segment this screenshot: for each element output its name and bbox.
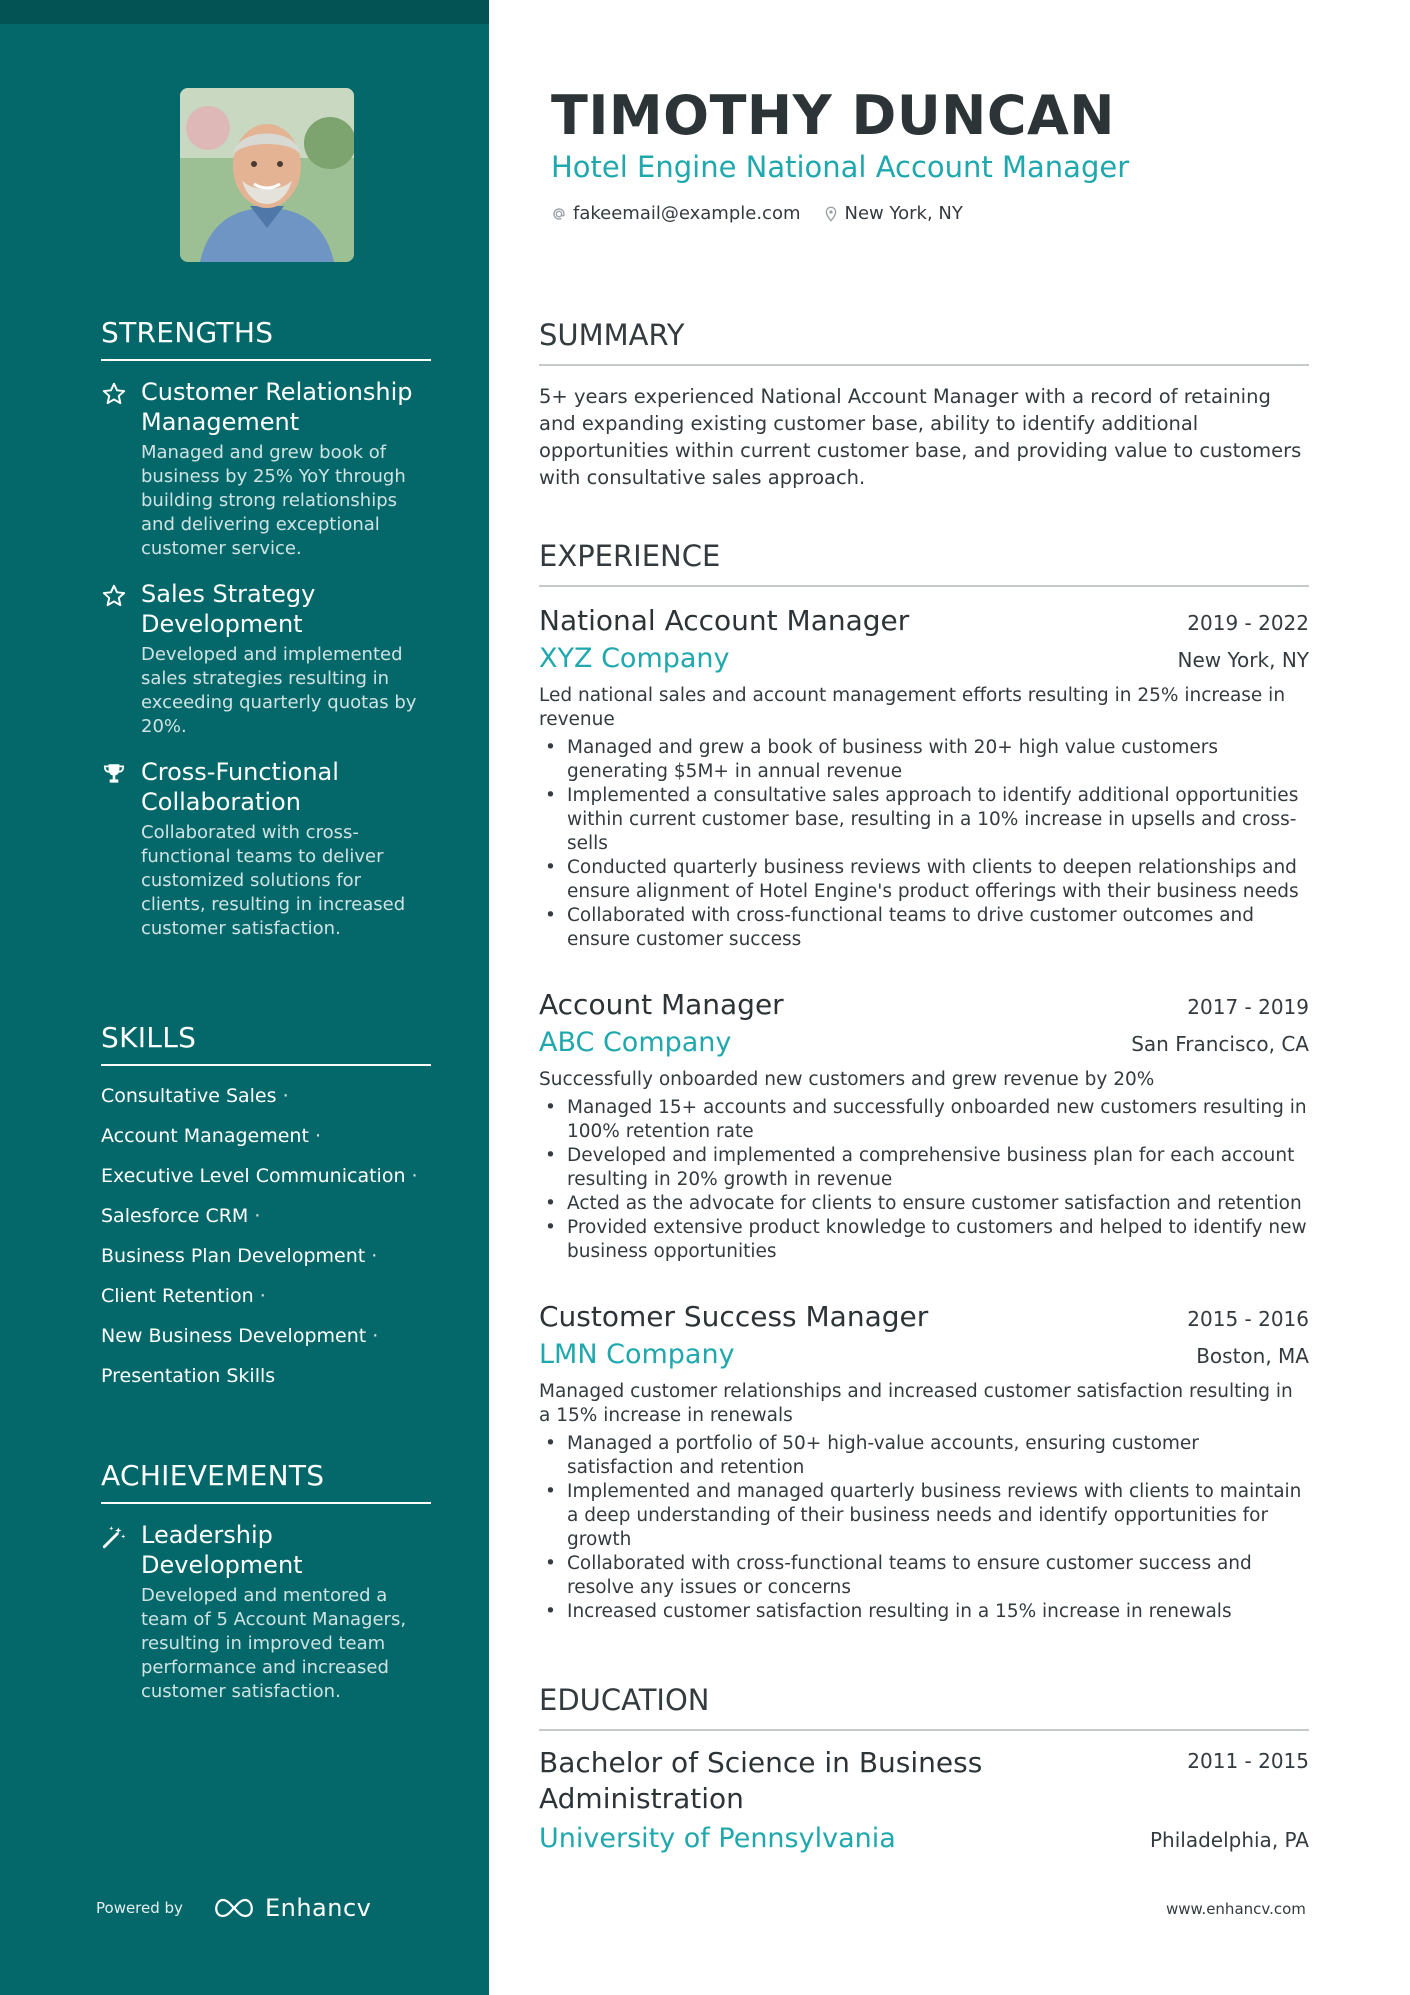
skill-item: Client Retention · <box>101 1285 266 1307</box>
candidate-title: Hotel Engine National Account Manager <box>551 150 1130 184</box>
skill-item: Account Management · <box>101 1125 322 1147</box>
bullet-item: • Implemented and managed quarterly business reviews with clients to maintain a deep understanding of their business needs and identify opportunities for growth <box>539 1480 1309 1552</box>
bullet-item: • Managed a portfolio of 50+ high-value accounts, ensuring customer satisfaction and retention <box>539 1432 1309 1480</box>
strength-item <box>101 377 431 561</box>
powered-by-label: Powered by <box>96 1899 183 1917</box>
bullet-item: • Managed and grew a book of business with 20+ high value customers generating $5M+ in annual revenue <box>539 736 1309 784</box>
strength-title: Customer Relationship Management <box>141 378 413 436</box>
sidebar <box>0 0 489 1995</box>
strength-title: Sales Strategy Development <box>141 580 316 638</box>
profile-photo <box>180 88 354 262</box>
powered-by <box>96 1894 371 1922</box>
job-intro: Led national sales and account management efforts resulting in 25% increase in revenue <box>539 685 1286 730</box>
bullet-item: • Implemented a consultative sales approach to identify additional opportunities within current customer base, resulting in a 10% increase in upsells and cross-sells <box>539 784 1309 856</box>
strength-item <box>101 579 431 739</box>
experience-entry <box>539 988 1309 1264</box>
job-company: ABC Company <box>539 1027 732 1058</box>
job-location: Boston, MA <box>1196 1344 1309 1368</box>
experience-entry <box>539 1300 1309 1624</box>
education-heading: EDUCATION <box>539 1683 1309 1731</box>
bullet-item: • Acted as the advocate for clients to ensure customer satisfaction and retention <box>539 1192 1309 1216</box>
location-contact <box>823 203 963 224</box>
education-entry <box>539 1745 1309 1854</box>
skills-section <box>101 1021 431 1388</box>
experience-entry <box>539 604 1309 952</box>
education-dates: 2011 - 2015 <box>1187 1749 1309 1773</box>
skill-item: Consultative Sales · <box>101 1085 289 1107</box>
job-bullets <box>539 1432 1309 1624</box>
degree-title: Bachelor of Science in Business Administration <box>539 1746 983 1815</box>
skills-heading: SKILLS <box>101 1021 431 1066</box>
enhancv-brand: Enhancv <box>264 1894 372 1922</box>
strength-title: Cross-Functional Collaboration <box>141 758 339 816</box>
strength-item <box>101 757 431 941</box>
job-location: San Francisco, CA <box>1131 1032 1309 1056</box>
achievements-heading: ACHIEVEMENTS <box>101 1459 431 1504</box>
job-dates: 2017 - 2019 <box>1187 995 1309 1019</box>
school-name: University of Pennsylvania <box>539 1823 896 1854</box>
skill-item: Salesforce CRM · <box>101 1205 261 1227</box>
summary-heading: SUMMARY <box>539 318 1309 366</box>
bullet-item: • Provided extensive product knowledge to customers and helped to identify new business opportunities <box>539 1216 1309 1264</box>
location-text: New York, NY <box>844 203 963 224</box>
school-location: Philadelphia, PA <box>1149 1828 1309 1852</box>
trophy-icon <box>101 761 127 787</box>
skills-list <box>101 1084 431 1388</box>
strengths-heading: STRENGTHS <box>101 316 431 361</box>
summary-text: 5+ years experienced National Account Manager with a record of retaining and expanding existing customer base, ability to identify additional opportunities within current customer base, and providing value to customers with consultative sales approach. <box>539 385 1302 489</box>
job-location: New York, NY <box>1177 648 1309 672</box>
bullet-item: • Conducted quarterly business reviews with clients to deepen relationships and ensure alignment of Hotel Engine's product offerings with their business needs <box>539 856 1309 904</box>
job-intro: Managed customer relationships and increased customer satisfaction resulting in a 15% increase in renewals <box>539 1381 1293 1426</box>
bullet-item: • Increased customer satisfaction resulting in a 15% increase in renewals <box>539 1600 1309 1624</box>
job-company: LMN Company <box>539 1339 735 1370</box>
magic-wand-icon <box>101 1524 127 1550</box>
at-icon <box>551 206 567 222</box>
website-link[interactable]: www.enhancv.com <box>1166 1900 1306 1918</box>
contact-row <box>551 203 985 224</box>
job-title: Customer Success Manager <box>539 1300 929 1333</box>
skill-item: Business Plan Development · <box>101 1245 378 1267</box>
candidate-name: TIMOTHY DUNCAN <box>551 84 1115 147</box>
job-dates: 2015 - 2016 <box>1187 1307 1309 1331</box>
email-contact[interactable] <box>551 203 801 224</box>
job-company: XYZ Company <box>539 643 730 674</box>
star-icon <box>101 583 127 609</box>
achievement-desc: Developed and mentored a team of 5 Account Managers, resulting in improved team performance and increased customer satisfaction. <box>141 1585 407 1702</box>
enhancv-logo-icon <box>211 1896 257 1920</box>
bullet-item: • Developed and implemented a comprehensive business plan for each account resulting in 20% growth in revenue <box>539 1144 1309 1192</box>
experience-heading: EXPERIENCE <box>539 539 1309 587</box>
job-title: National Account Manager <box>539 604 910 637</box>
skill-item: New Business Development · <box>101 1325 379 1347</box>
location-pin-icon <box>823 205 839 223</box>
skill-item: Presentation Skills <box>101 1365 276 1387</box>
job-title: Account Manager <box>539 988 784 1021</box>
job-dates: 2019 - 2022 <box>1187 611 1309 635</box>
achievement-title: Leadership Development <box>141 1521 303 1579</box>
job-bullets <box>539 1096 1309 1264</box>
email-text: fakeemail@example.com <box>573 203 801 224</box>
bullet-item: • Managed 15+ accounts and successfully onboarded new customers resulting in 100% retention rate <box>539 1096 1309 1144</box>
achievements-section <box>101 1459 431 1704</box>
achievement-item <box>101 1520 431 1704</box>
bullet-item: • Collaborated with cross-functional teams to ensure customer success and resolve any issues or concerns <box>539 1552 1309 1600</box>
skill-item: Executive Level Communication · <box>101 1165 418 1187</box>
job-bullets <box>539 736 1309 952</box>
bullet-item: • Collaborated with cross-functional teams to drive customer outcomes and ensure customer success <box>539 904 1309 952</box>
strengths-section <box>101 316 431 941</box>
star-icon <box>101 381 127 407</box>
strength-desc: Managed and grew book of business by 25% YoY through building strong relationships and delivering exceptional customer service. <box>141 442 406 559</box>
strength-desc: Collaborated with cross-functional teams to deliver customized solutions for clients, resulting in increased customer satisfaction. <box>141 822 406 939</box>
job-intro: Successfully onboarded new customers and grew revenue by 20% <box>539 1069 1155 1090</box>
sidebar-top-bar <box>0 0 489 24</box>
enhancv-logo[interactable] <box>211 1894 371 1922</box>
strength-desc: Developed and implemented sales strategies resulting in exceeding quarterly quotas by 20%. <box>141 644 417 737</box>
